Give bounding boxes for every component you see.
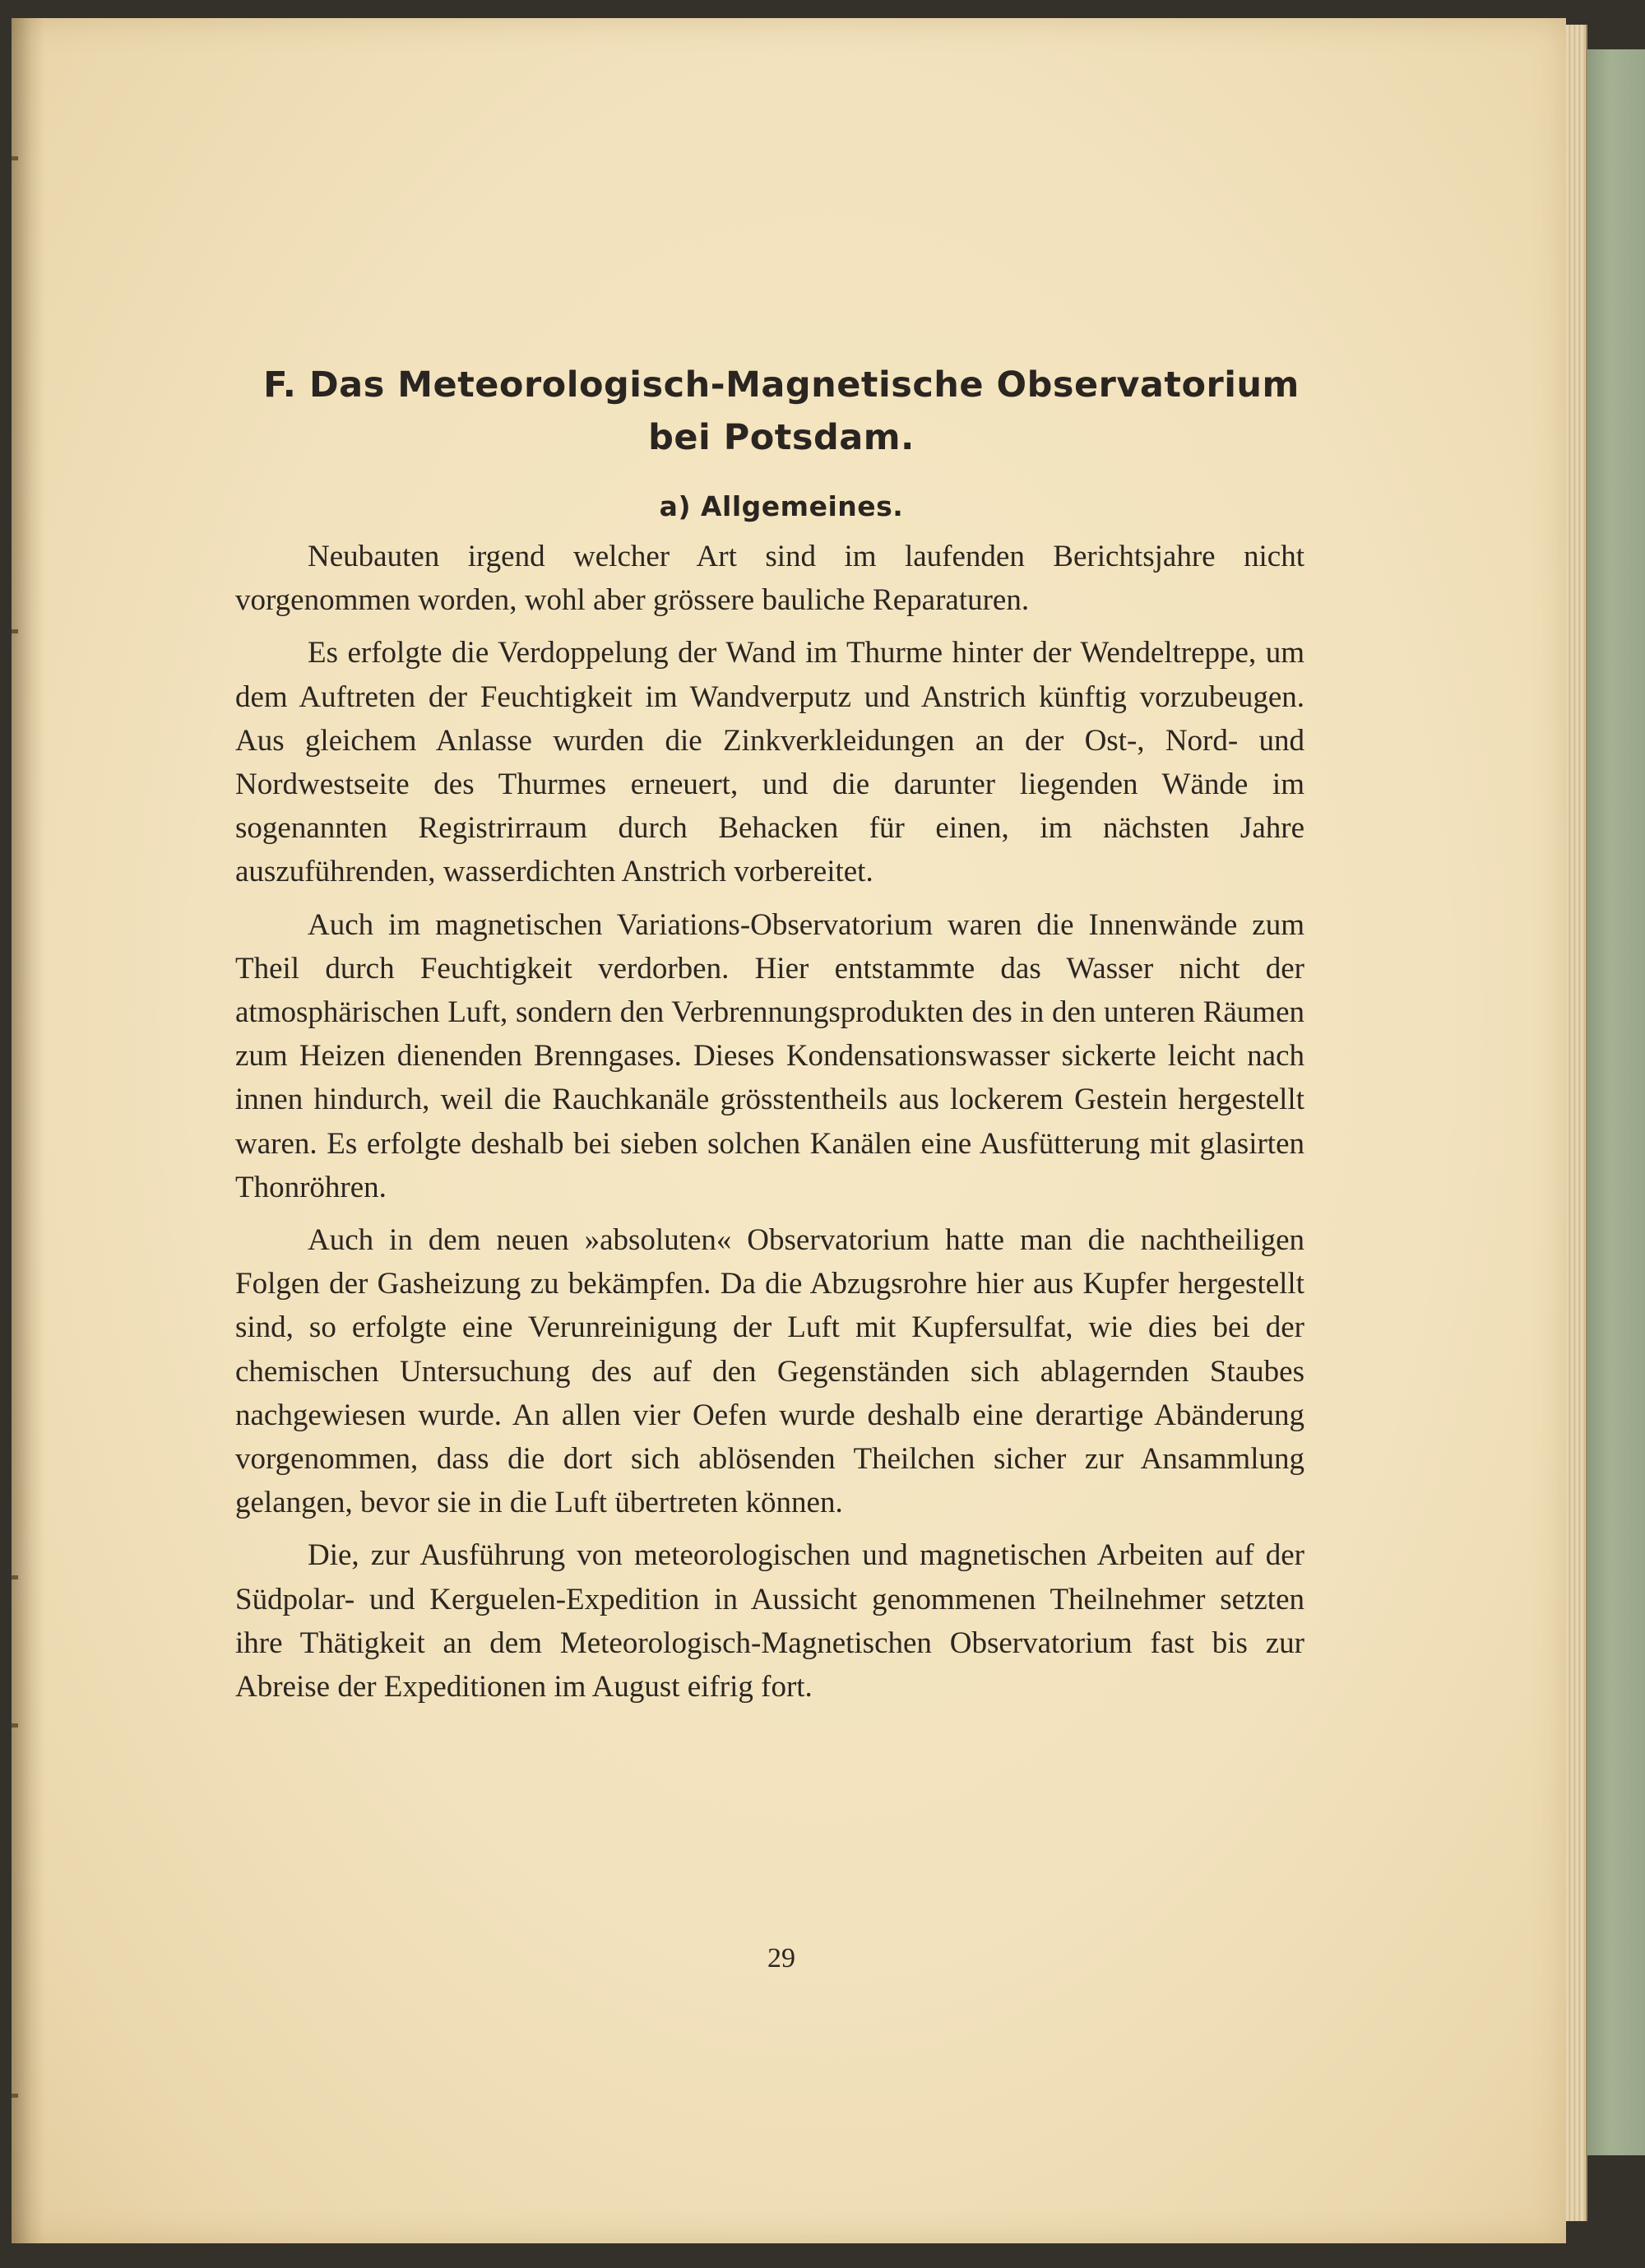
paragraph: Auch in dem neuen »absoluten« Observatorium hatte man die nachtheiligen Folgen der Gasheizung zu bekämpfen. Da die Abzugsrohre hier aus Kupfer hergestellt sind, so erfolgte eine Verunreinigung der Luft mit Kupfersulfat, wie dies bei der chemischen Untersuchung des auf den Gegenständen sich ablagernden Staubes nachgewiesen wurde. An allen vier Oefen wurde deshalb eine derartige Abänderung vorgenommen, dass die dort sich ablösenden Theilchen sicher zur Ansammlung gelangen, bevor sie in die Luft übertreten können. <box>235 1223 1304 1520</box>
binding-mark <box>12 156 18 160</box>
section-subheading: a) Allgemeines. <box>659 490 904 522</box>
heading-line-2: bei Potsdam. <box>648 417 915 458</box>
heading-line-1: F. Das Meteorologisch-Magnetische Observatorium <box>263 364 1300 406</box>
body-text <box>235 535 1304 1718</box>
binding-mark <box>12 1723 18 1728</box>
paragraph: Auch im magnetischen Variations-Observatorium waren die Innenwände zum Theil durch Feuchtigkeit verdorben. Hier entstammte das Wasser nicht der atmosphärischen Luft, sondern den Verbrennungsprodukten des in den unteren Räumen zum Heizen dienenden Brenngases. Dieses Kondensationswasser sickerte leicht nach innen hindurch, weil die Rauchkanäle grösstentheils aus lockerem Gestein hergestellt waren. Es erfolgte deshalb bei sieben solchen Kanälen eine Ausfütterung mit glasirten Thonröhren. <box>235 907 1304 1204</box>
paragraph: Es erfolgte die Verdoppelung der Wand im Thurme hinter der Wendeltreppe, um dem Auftreten der Feuchtigkeit im Wandverputz und Anstrich künftig vorzubeugen. Aus gleichem Anlasse wurden die Zinkverkleidungen an der Ost-, Nord- und Nordwestseite des Thurmes erneuert, und die darunter liegenden Wände im sogenannten Registrirraum durch Behacken für einen, im nächsten Jahre auszuführenden, wasserdichten Anstrich vorbereitet. <box>235 636 1304 889</box>
page-gutter <box>12 18 44 2243</box>
binding-mark <box>12 2094 18 2098</box>
book-cover-edge <box>1586 49 1645 2155</box>
paragraph: Neubauten irgend welcher Art sind im laufenden Berichtsjahre nicht vorgenommen worden, wohl aber grössere bauliche Reparaturen. <box>235 540 1304 618</box>
chapter-heading <box>230 360 1332 462</box>
page-number: 29 <box>767 1943 795 1973</box>
binding-mark <box>12 629 18 633</box>
binding-mark <box>12 1575 18 1579</box>
paragraph: Die, zur Ausführung von meteorologischen und magnetischen Arbeiten auf der Südpolar- und Kerguelen-Expedition in Aussicht genommenen Theilnehmer setzten ihre Thätigkeit an dem Meteorologisch-Magnetischen Observatorium fast bis zur Abreise der Expeditionen im August eifrig fort. <box>235 1538 1304 1704</box>
